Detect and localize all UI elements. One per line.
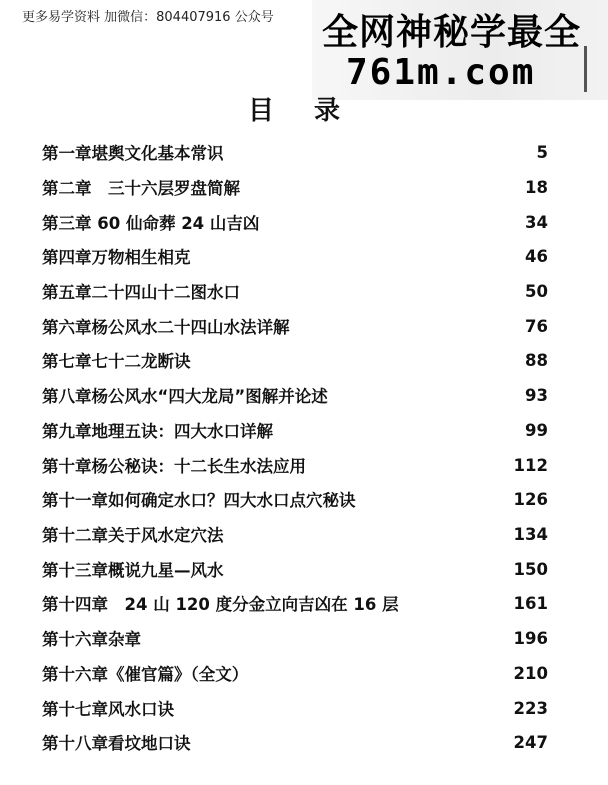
toc-entry-title: 第八章杨公风水“四大龙局”图解并论述 [42,387,328,406]
toc-entry-title: 第十六章《催官篇》（全文） [42,665,249,684]
toc-entry-page: 34 [525,212,548,232]
toc-entry [42,242,548,270]
toc-entry [42,312,548,340]
toc-entry [42,208,548,236]
toc-entry-title: 第一章堪舆文化基本常识 [42,144,224,163]
toc-entry-page: 5 [536,142,548,162]
toc-entry [42,589,548,617]
toc-entry [42,138,548,166]
toc-entry-page: 247 [513,732,548,752]
toc-entry [42,277,548,305]
toc-entry-page: 99 [525,420,548,440]
toc-entry-title: 第三章 60 仙命葬 24 山吉凶 [42,214,260,233]
toc-entry-page: 46 [525,246,548,266]
toc-entry [42,451,548,479]
toc-entry-page: 88 [525,350,548,370]
toc-entry [42,485,548,513]
toc-entry-title: 第七章七十二龙断诀 [42,352,191,371]
toc-entry-page: 112 [513,455,548,475]
brand-title: 全网神秘学最全 [322,12,582,53]
toc-entry-page: 161 [513,593,548,613]
toc-entry [42,728,548,756]
toc-entry [42,173,548,201]
toc-entry-page: 210 [513,663,548,683]
toc-entry-page: 150 [513,559,548,579]
toc-entry-page: 223 [513,698,548,718]
toc-entry [42,694,548,722]
toc-entry [42,346,548,374]
page-heading: 目录 [247,96,380,126]
toc-entry-title: 第六章杨公风水二十四山水法详解 [42,318,290,337]
toc-entry-page: 134 [513,524,548,544]
header-note: 更多易学资料 加微信：804407916 公众号 [22,10,274,25]
toc-entry [42,520,548,548]
toc-entry-page: 126 [513,489,548,509]
toc-entry [42,555,548,583]
toc-entry-title: 第十三章概说九星—风水 [42,561,224,580]
toc-entry-title: 第十七章风水口诀 [42,700,174,719]
toc-entry [42,381,548,409]
toc-entry-title: 第四章万物相生相克 [42,248,191,267]
toc-entry-page: 196 [513,628,548,648]
toc-entry-page: 76 [525,316,548,336]
toc-entry-title: 第九章地理五诀：四大水口详解 [42,422,273,441]
toc-entry-title: 第二章 三十六层罗盘简解 [42,179,240,198]
toc-entry-title: 第十八章看坟地口诀 [42,734,191,753]
toc-entry-title: 第五章二十四山十二图水口 [42,283,240,302]
toc-entry-title: 第十二章关于风水定穴法 [42,526,224,545]
brand-watermark [312,0,608,100]
toc-entry-title: 第十四章 24 山 120 度分金立向吉凶在 16 层 [42,595,399,614]
toc-entry-title: 第十六章杂章 [42,630,141,649]
toc-entry-title: 第十章杨公秘诀：十二长生水法应用 [42,457,306,476]
toc-entry [42,659,548,687]
toc-entry-page: 18 [525,177,548,197]
brand-divider [584,46,587,92]
toc-entry-page: 50 [525,281,548,301]
toc-entry [42,416,548,444]
toc-entry-page: 93 [525,385,548,405]
toc-entry [42,624,548,652]
brand-url: 761m.com [346,52,536,93]
toc-entry-title: 第十一章如何确定水口？四大水口点穴秘诀 [42,491,356,510]
